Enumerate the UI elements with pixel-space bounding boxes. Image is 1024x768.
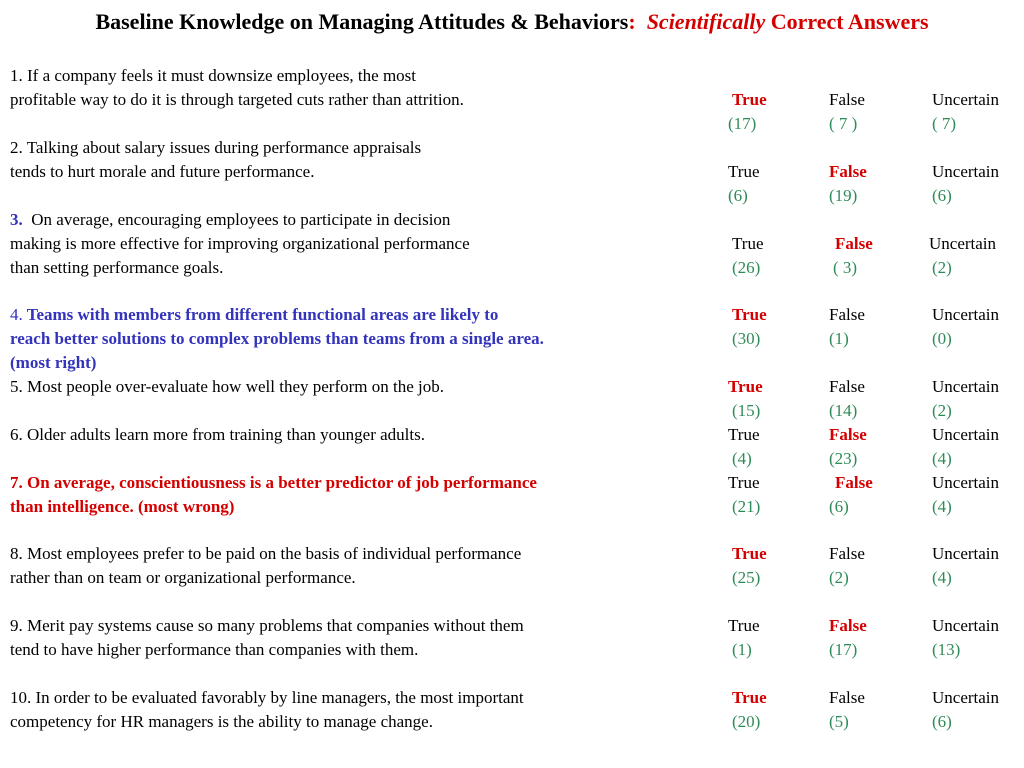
question-4-line-2: reach better solutions to complex problems than teams from a single area. [10, 329, 544, 348]
q5-count-uncertain: (2) [932, 401, 952, 420]
q7-option-uncertain: Uncertain [932, 473, 1000, 492]
q3-count-true: (26) [732, 258, 761, 277]
q6-count-true: (4) [732, 449, 752, 468]
q8-count-false: (2) [829, 568, 849, 587]
q10-count-false: (5) [829, 712, 849, 731]
question-10-line-2: competency for HR managers is the ability to manage change. [10, 712, 433, 731]
q1-count-false: ( 7 ) [829, 114, 858, 133]
q8-option-uncertain: Uncertain [932, 544, 1000, 563]
q10-option-false: False [829, 688, 865, 707]
q5-count-true: (15) [732, 401, 761, 420]
q9-count-true: (1) [732, 640, 752, 659]
question-10-line-1: 10. In order to be evaluated favorably by line managers, the most important [10, 688, 524, 707]
question-3-line-3: than setting performance goals. [10, 258, 224, 277]
question-9-line-1: 9. Merit pay systems cause so many problems that companies without them [10, 616, 524, 635]
q2-option-uncertain: Uncertain [932, 162, 1000, 181]
q6-option-true: True [728, 425, 760, 444]
q1-option-uncertain: Uncertain [932, 90, 1000, 109]
question-5-line-1: 5. Most people over-evaluate how well they perform on the job. [10, 377, 444, 396]
question-2-line-1: 2. Talking about salary issues during performance appraisals [10, 138, 422, 157]
question-1-line-2: profitable way to do it is through targeted cuts rather than attrition. [10, 90, 464, 109]
q6-count-false: (23) [829, 449, 858, 468]
question-4-line-3: (most right) [10, 353, 97, 372]
q7-option-false: False [835, 473, 873, 492]
q1-option-true: True [732, 90, 767, 109]
q2-count-true: (6) [728, 186, 748, 205]
q9-option-true: True [728, 616, 760, 635]
q6-option-false: False [829, 425, 867, 444]
question-2-line-2: tends to hurt morale and future performance. [10, 162, 315, 181]
question-7-line-2: than intelligence. (most wrong) [10, 497, 235, 516]
q5-count-false: (14) [829, 401, 858, 420]
question-1-line-1: 1. If a company feels it must downsize employees, the most [10, 66, 417, 85]
q1-count-true: (17) [728, 114, 757, 133]
title-rest: Correct Answers [770, 9, 929, 34]
q10-option-uncertain: Uncertain [932, 688, 1000, 707]
q6-option-uncertain: Uncertain [932, 425, 1000, 444]
q7-count-uncertain: (4) [932, 497, 952, 516]
q2-count-uncertain: (6) [932, 186, 952, 205]
question-3-number: 3. [10, 210, 23, 229]
question-3-line-1 [10, 208, 450, 232]
title-italic: Scientifically [646, 9, 766, 34]
q9-option-false: False [829, 616, 867, 635]
question-4-line-1 [10, 303, 498, 327]
q8-count-uncertain: (4) [932, 568, 952, 587]
q9-option-uncertain: Uncertain [932, 616, 1000, 635]
q7-count-true: (21) [732, 497, 761, 516]
q4-count-true: (30) [732, 329, 761, 348]
q10-option-true: True [732, 688, 767, 707]
q9-count-uncertain: (13) [932, 640, 961, 659]
q3-option-false: False [835, 234, 873, 253]
question-4-line-1-text: Teams with members from different functional areas are likely to [22, 305, 499, 324]
question-8-line-1: 8. Most employees prefer to be paid on the basis of individual performance [10, 544, 522, 563]
q4-option-false: False [829, 305, 865, 324]
q1-count-uncertain: ( 7) [932, 114, 957, 133]
q2-option-false: False [829, 162, 867, 181]
q8-option-true: True [732, 544, 767, 563]
page-title [0, 8, 1024, 36]
question-7-line-1: 7. On average, conscientiousness is a better predictor of job performance [10, 473, 537, 492]
q3-count-false: ( 3) [833, 258, 858, 277]
q1-option-false: False [829, 90, 865, 109]
q3-count-uncertain: (2) [932, 258, 952, 277]
q5-option-true: True [728, 377, 763, 396]
q10-count-true: (20) [732, 712, 761, 731]
question-9-line-2: tend to have higher performance than companies with them. [10, 640, 419, 659]
q8-option-false: False [829, 544, 865, 563]
q8-count-true: (25) [732, 568, 761, 587]
q6-count-uncertain: (4) [932, 449, 952, 468]
q7-option-true: True [728, 473, 760, 492]
q3-option-true: True [732, 234, 764, 253]
title-colon: : [628, 9, 636, 34]
question-3-line-1-text: On average, encouraging employees to participate in decision [22, 210, 451, 229]
question-4-number: 4. [10, 305, 23, 324]
q2-option-true: True [728, 162, 760, 181]
q4-count-false: (1) [829, 329, 849, 348]
question-6-line-1: 6. Older adults learn more from training than younger adults. [10, 425, 425, 444]
q7-count-false: (6) [829, 497, 849, 516]
q5-option-uncertain: Uncertain [932, 377, 1000, 396]
q3-option-uncertain: Uncertain [929, 234, 997, 253]
question-8-line-2: rather than on team or organizational performance. [10, 568, 356, 587]
q2-count-false: (19) [829, 186, 858, 205]
q4-option-uncertain: Uncertain [932, 305, 1000, 324]
question-3-line-2: making is more effective for improving organizational performance [10, 234, 470, 253]
q10-count-uncertain: (6) [932, 712, 952, 731]
q4-option-true: True [732, 305, 767, 324]
q4-count-uncertain: (0) [932, 329, 952, 348]
title-main: Baseline Knowledge on Managing Attitudes & Behaviors [95, 9, 629, 34]
q9-count-false: (17) [829, 640, 858, 659]
q5-option-false: False [829, 377, 865, 396]
